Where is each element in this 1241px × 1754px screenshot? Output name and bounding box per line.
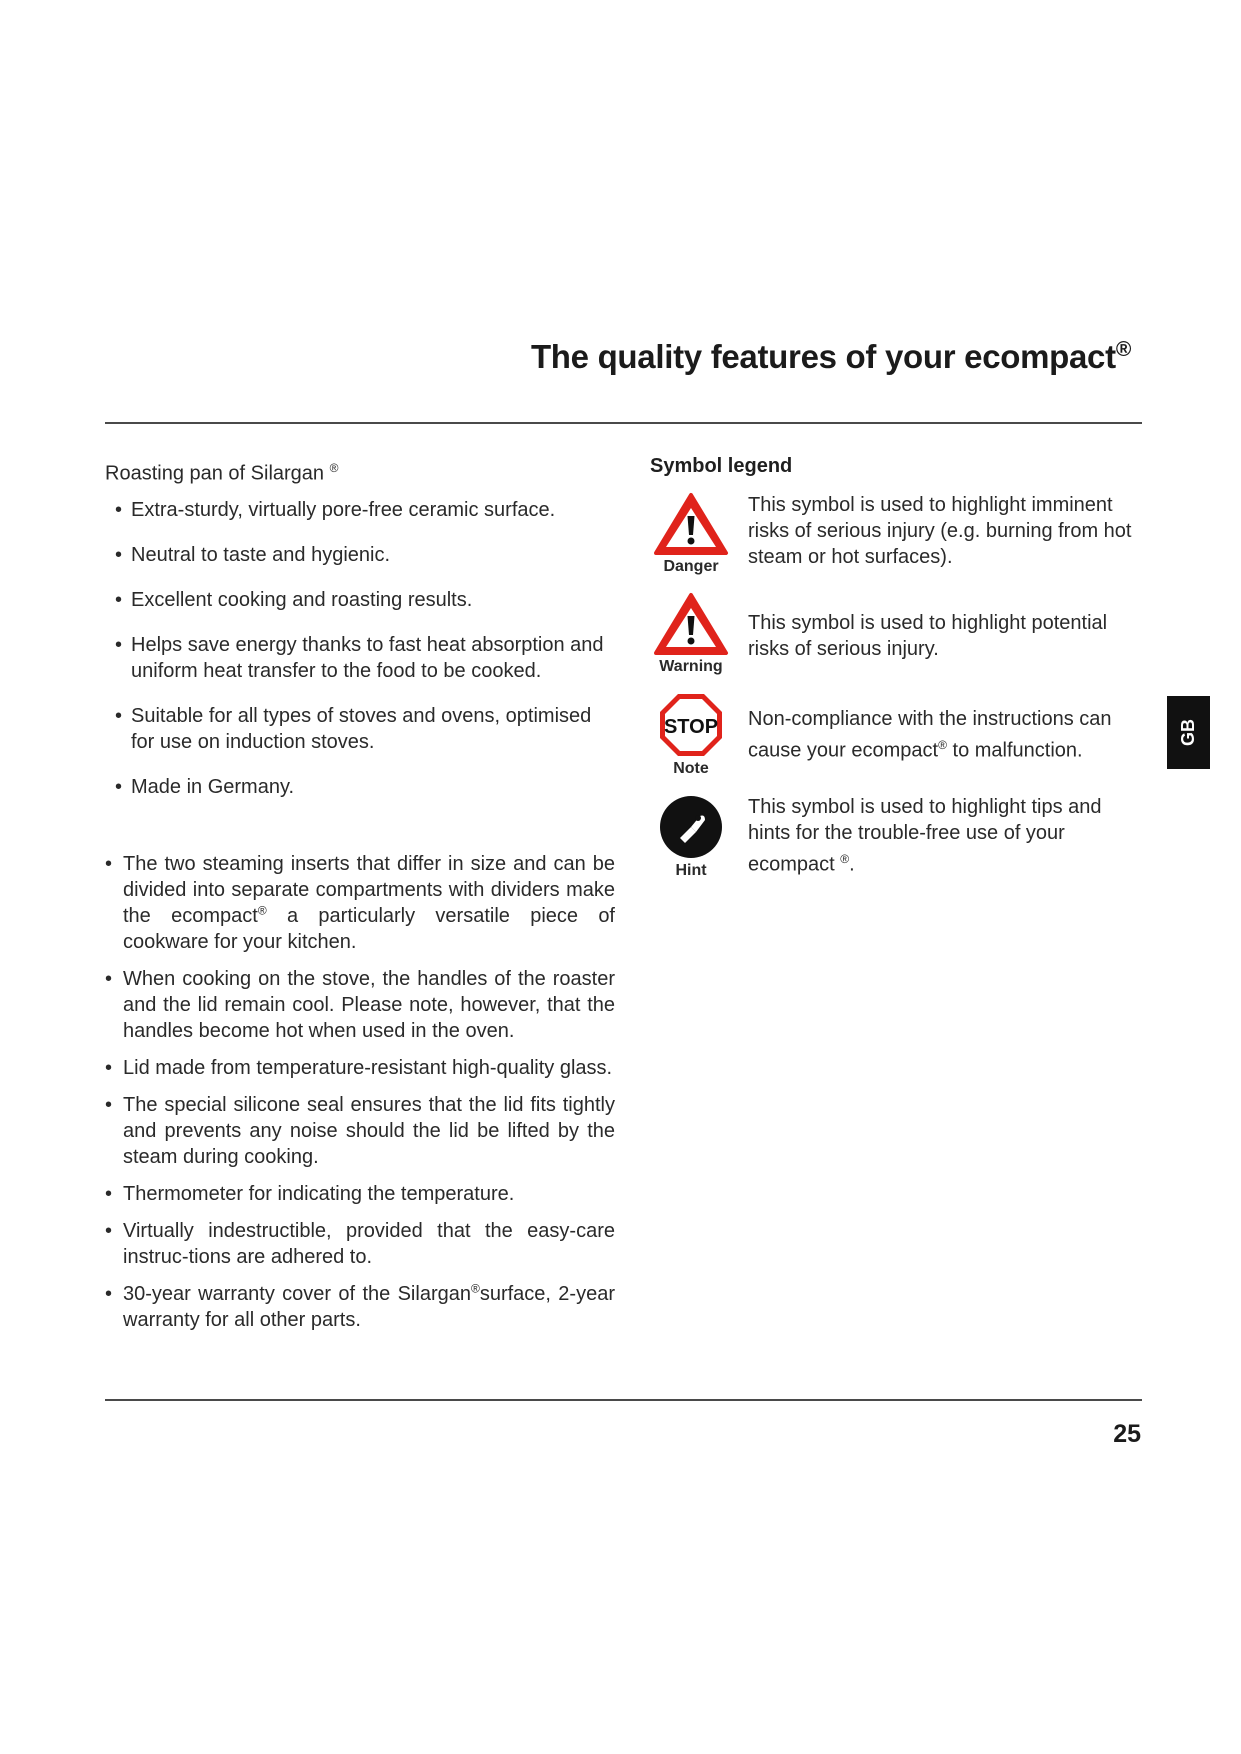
warning-icon xyxy=(653,592,729,656)
features-intro: Roasting pan of Silargan ® xyxy=(105,461,339,485)
hint-icon xyxy=(658,794,724,860)
list-item: • Excellent cooking and roasting results. xyxy=(105,587,615,613)
page-number: 25 xyxy=(1113,1420,1141,1448)
hint-label: Hint xyxy=(675,862,707,879)
features-column xyxy=(105,455,615,1344)
legend-row-warning xyxy=(650,592,1140,676)
language-tab-gb: GB xyxy=(1167,696,1210,769)
silargan-feature-list xyxy=(105,497,615,800)
list-item: • The special silicone seal ensures that the lid fits tightly and prevents any noise should the lid be lifted by the steam during cooking. xyxy=(105,1092,615,1170)
bottom-divider xyxy=(105,1399,1142,1401)
list-item: • The two steaming inserts that differ in size and can be divided into separate compartments with dividers make the ecompact® a particularly versatile piece of cookware for your kitchen. xyxy=(105,851,615,955)
hint-description: This symbol is used to highlight tips and hints for the trouble-free use of your ecompact ®. xyxy=(748,796,1102,876)
note-label: Note xyxy=(673,760,709,777)
list-item: • Neutral to taste and hygienic. xyxy=(105,542,615,568)
list-item: • 30-year warranty cover of the Silargan®surface, 2-year warranty for all other parts. xyxy=(105,1281,615,1333)
stop-icon xyxy=(658,692,724,758)
list-item: • Extra-sturdy, virtually pore-free ceramic surface. xyxy=(105,497,615,523)
warning-label: Warning xyxy=(659,658,723,675)
list-item: • Lid made from temperature-resistant high-quality glass. xyxy=(105,1055,615,1081)
ecompact-feature-list xyxy=(105,851,615,1333)
legend-row-hint xyxy=(650,794,1140,880)
list-item: • Made in Germany. xyxy=(105,774,615,800)
top-divider xyxy=(105,422,1142,424)
list-item: • When cooking on the stove, the handles of the roaster and the lid remain cool. Please note, however, that the handles become hot when used in the oven. xyxy=(105,966,615,1044)
symbol-legend-title: Symbol legend xyxy=(650,455,793,477)
danger-description: This symbol is used to highlight imminent risks of serious injury (e.g. burning from hot steam or hot surfaces). xyxy=(748,494,1132,568)
warning-description: This symbol is used to highlight potential risks of serious injury. xyxy=(748,612,1108,660)
list-item: • Virtually indestructible, provided that the easy-care instruc-tions are adhered to. xyxy=(105,1218,615,1270)
list-item: • Suitable for all types of stoves and ovens, optimised for use on induction stoves. xyxy=(105,703,615,755)
danger-label: Danger xyxy=(663,558,719,575)
list-item: • Thermometer for indicating the temperature. xyxy=(105,1181,615,1207)
danger-icon xyxy=(653,492,729,556)
symbol-legend xyxy=(650,455,1140,896)
stop-sign-text: STOP xyxy=(663,716,719,738)
legend-row-danger xyxy=(650,492,1140,576)
note-description: Non-compliance with the instructions can cause your ecompact® to malfunction. xyxy=(748,708,1112,762)
legend-row-note xyxy=(650,692,1140,778)
page-title: The quality features of your ecompact® xyxy=(530,338,1131,375)
list-item: • Helps save energy thanks to fast heat absorption and uniform heat transfer to the food to be cooked. xyxy=(105,632,615,684)
